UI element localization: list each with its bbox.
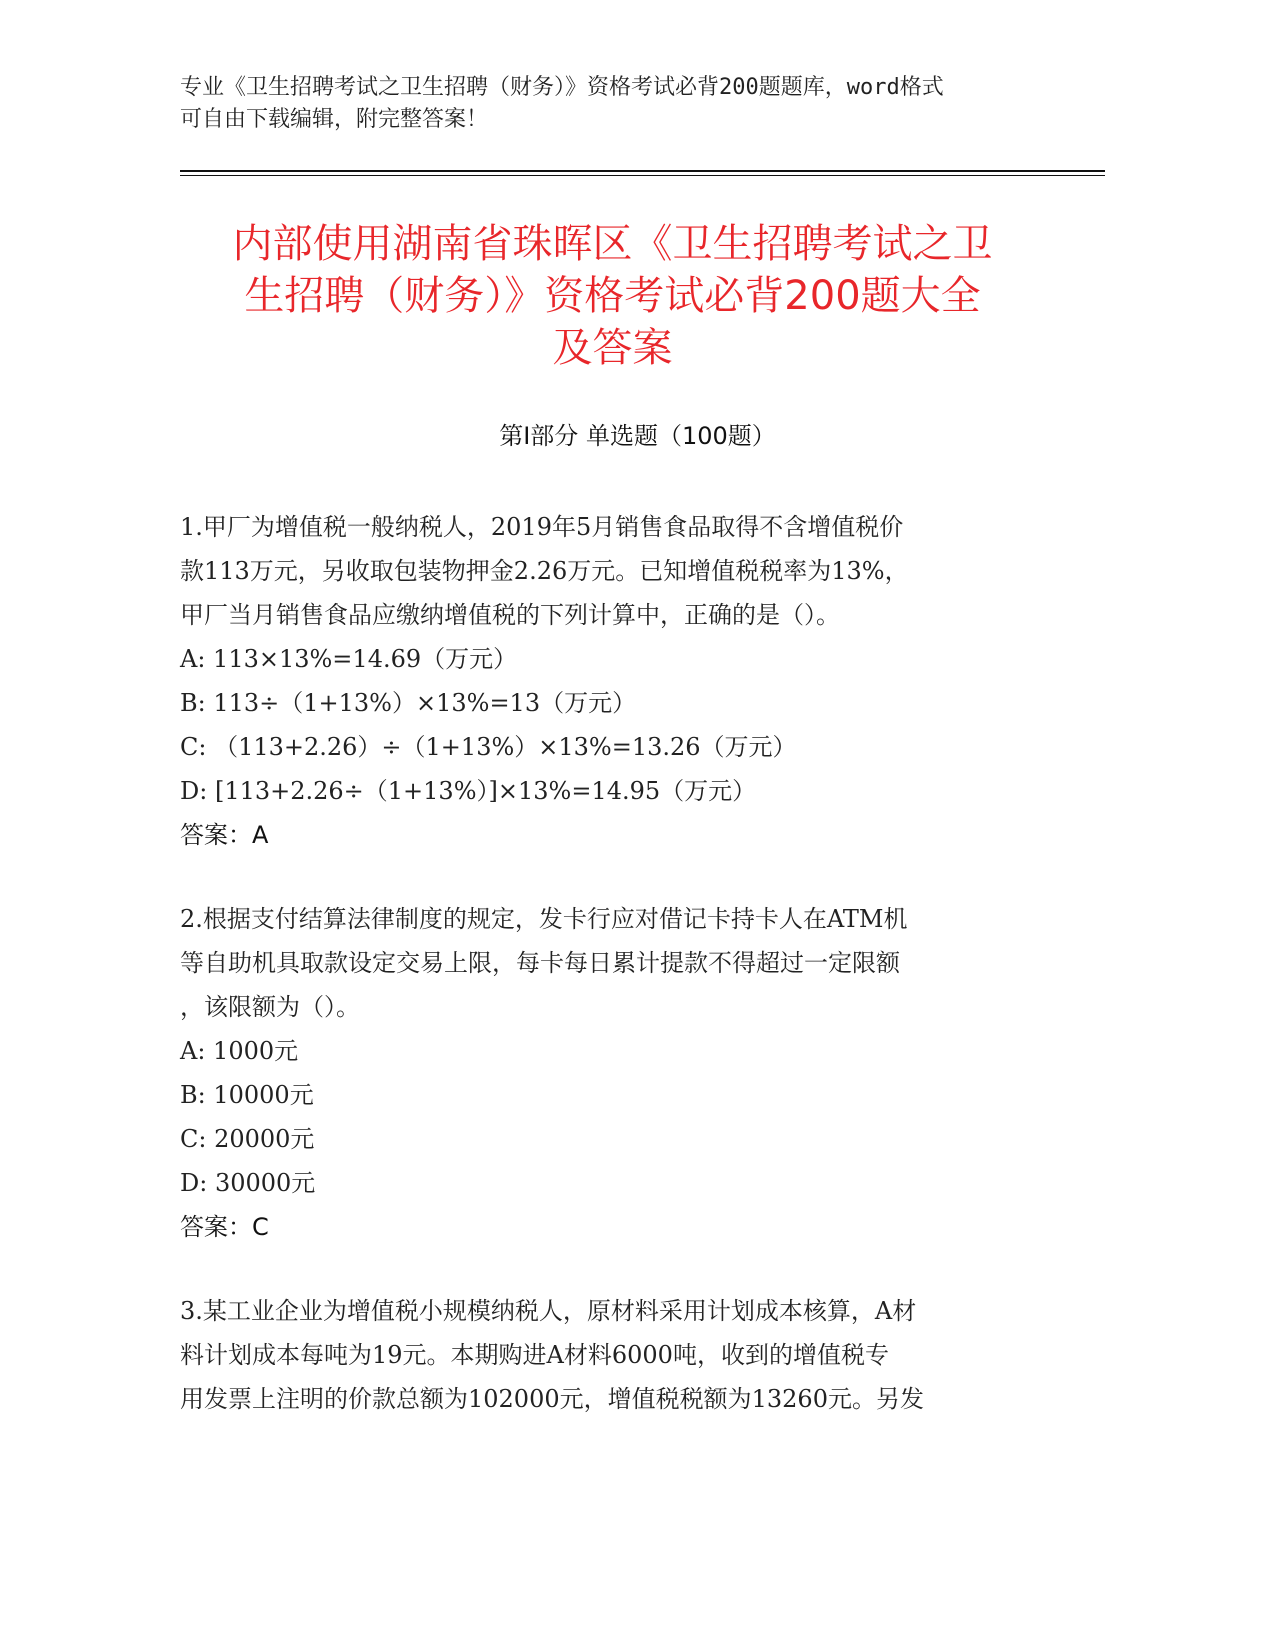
- option-c: C: 20000元: [180, 1125, 315, 1153]
- header-note-line-2: 可自由下载编辑，附完整答案！: [180, 107, 489, 132]
- question-stem-line: 甲厂当月销售食品应缴纳增值税的下列计算中，正确的是（）。: [180, 601, 840, 629]
- document-title-line-2: 生招聘（财务）》资格考试必背200题大全: [244, 273, 981, 319]
- option-c: C: （113+2.26）÷（1+13%）×13%=13.26（万元）: [180, 733, 797, 761]
- question-stem-line: 2.根据支付结算法律制度的规定，发卡行应对借记卡持卡人在ATM机: [180, 905, 908, 933]
- option-a: A: 1000元: [180, 1037, 299, 1065]
- question-stem-line: 等自助机具取款设定交易上限，每卡每日累计提款不得超过一定限额: [180, 949, 900, 977]
- option-b: B: 10000元: [180, 1081, 314, 1109]
- question-stem-line: 3.某工业企业为增值税小规模纳税人，原材料采用计划成本核算，A材: [180, 1297, 917, 1325]
- question-stem-line: 1.甲厂为增值税一般纳税人，2019年5月销售食品取得不含增值税价: [180, 513, 904, 541]
- question-stem-line: 料计划成本每吨为19元。本期购进A材料6000吨，收到的增值税专: [180, 1341, 889, 1369]
- question-3: [180, 1289, 1060, 1421]
- option-d: D: 30000元: [180, 1169, 316, 1197]
- answer-line: 答案：A: [180, 821, 269, 849]
- document-title-line-1: 内部使用湖南省珠晖区《卫生招聘考试之卫: [232, 221, 993, 267]
- header-note: [180, 72, 1040, 136]
- question-stem-line: ，该限额为（）。: [180, 993, 360, 1021]
- header-note-line-1: 专业《卫生招聘考试之卫生招聘（财务）》资格考试必背200题题库，word格式: [180, 75, 944, 100]
- header-divider-thin: [180, 175, 1105, 176]
- question-1: [180, 505, 1060, 857]
- question-stem-line: 用发票上注明的价款总额为102000元，增值税税额为13260元。另发: [180, 1385, 924, 1413]
- document-title: [150, 218, 1075, 374]
- question-stem-line: 款113万元，另收取包装物押金2.26万元。已知增值税税率为13%，: [180, 557, 909, 585]
- question-2: [180, 897, 1060, 1249]
- document-title-line-3: 及答案: [552, 325, 673, 371]
- section-heading: 第Ⅰ部分 单选题（100题）: [499, 422, 776, 450]
- header-divider-thick: [180, 170, 1105, 172]
- option-d: D: [113+2.26÷（1+13%）]×13%=14.95（万元）: [180, 777, 757, 805]
- option-a: A: 113×13%=14.69（万元）: [180, 645, 518, 673]
- option-b: B: 113÷（1+13%）×13%=13（万元）: [180, 689, 637, 717]
- answer-line: 答案：C: [180, 1213, 269, 1241]
